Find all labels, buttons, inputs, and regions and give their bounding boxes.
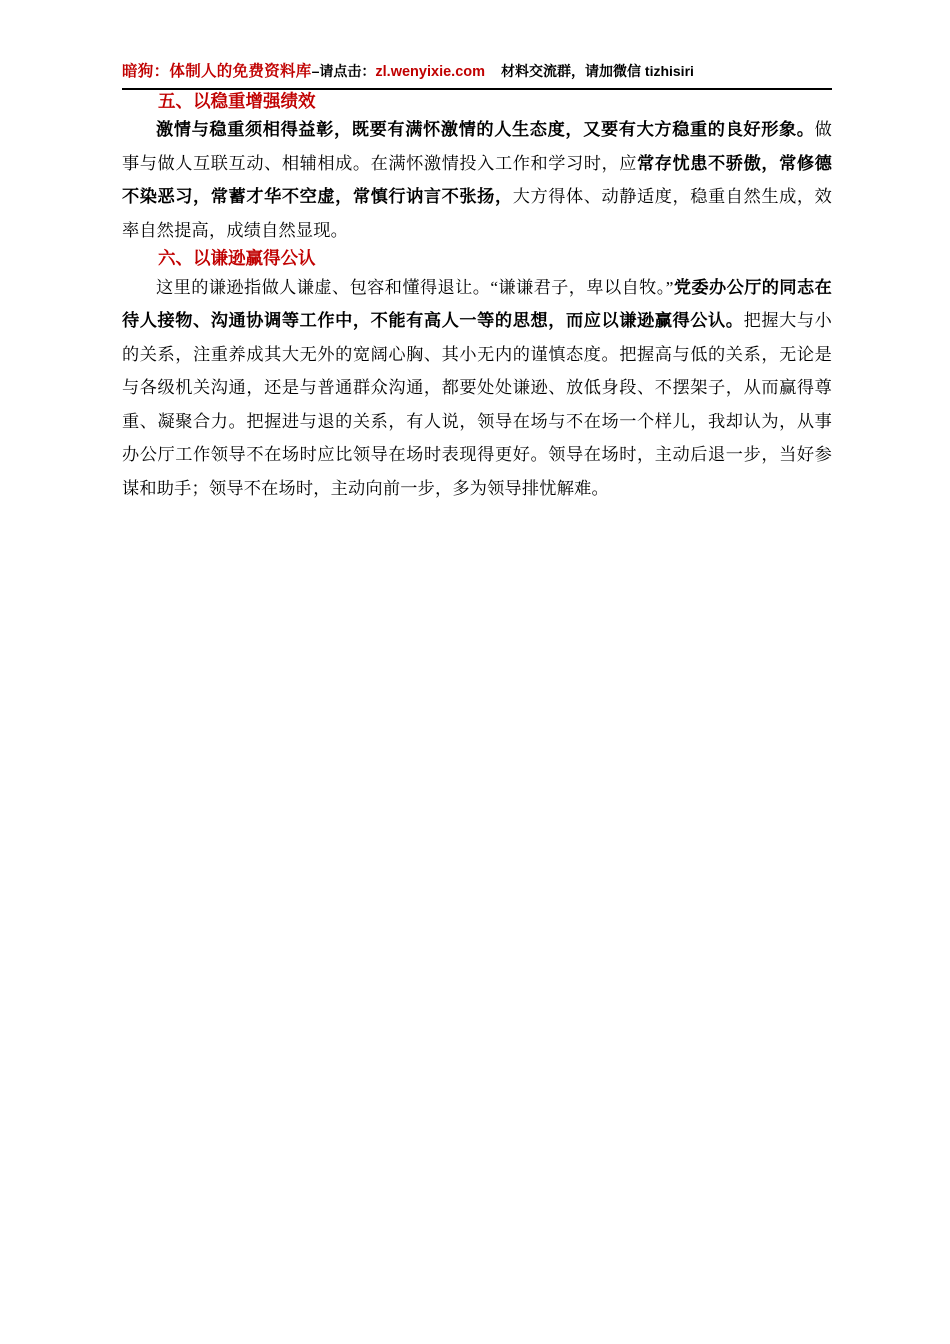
banner-dash: – <box>311 63 320 79</box>
section-paragraph-5 <box>122 113 832 247</box>
text-run: 党委办公厅的同志在待人接物、沟通协调等工作中，不能有高人一等的思想，而应以谦逊赢得公认。 <box>122 277 832 331</box>
promo-banner <box>122 62 832 90</box>
section-paragraph-6 <box>122 271 832 506</box>
text-run: 做事与做人互联互动、相辅相成。在满怀激情投入工作和学习时，应 <box>122 120 832 173</box>
text-run: 激情与稳重须相得益彰，既要有满怀激情的人生态度，又要有大方稳重的良好形象。 <box>156 120 815 140</box>
section-heading-6: 六、以谦逊赢得公认 <box>158 248 316 269</box>
banner-label: 暗狗：体制人的免费资料库 <box>122 63 312 80</box>
section-heading-5: 五、以稳重增强绩效 <box>158 90 316 111</box>
text-run: 常存忧患不骄傲，常修德不染恶习，常蓄才华不空虚，常慎行讷言不张扬， <box>122 153 832 207</box>
text-run: 大方得体、动静适度，稳重自然生成，效率自然提高，成绩自然显现。 <box>122 187 832 240</box>
banner-tail-text: 材料交流群，请加微信 tizhisiri <box>501 63 694 79</box>
text-run: 这里的谦逊指做人谦虚、包容和懂得退让。“谦谦君子，卑以自牧。” <box>156 277 674 297</box>
banner-click-text: 请点击： <box>319 63 376 79</box>
document-content <box>122 0 832 505</box>
text-run: 把握大与小的关系，注重养成其大无外的宽阔心胸、其小无内的谨慎态度。把握高与低的关系，无论是与各级机关沟通，还是与普通群众沟通，都要处处谦逊、放低身段、不摆架子，从而赢得尊重、凝聚合力。把握进与退的关系，有人说，领导在场与不在场一个样儿，我却认为，从事办公厅工作领导不在场时应比领导在场时表现得更好。领导在场时，主动后退一步，当好参谋和助手；领导不在场时，主动向前一步，多为领导排忧解难。 <box>122 311 832 498</box>
banner-link[interactable]: zl.wenyixie.com <box>375 64 486 80</box>
